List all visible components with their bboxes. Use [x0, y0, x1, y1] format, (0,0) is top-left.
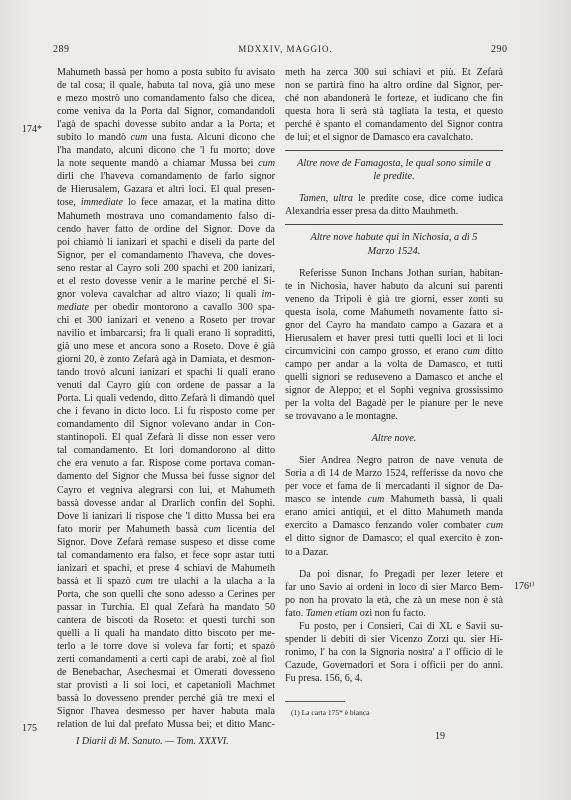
text-line: po non ha provato la età, che zà un mese non è stà: [285, 594, 503, 606]
text-line: quelli a li quali ha mandato ditto biscoto per me-: [57, 628, 275, 640]
paragraph-pregadi: [285, 568, 503, 620]
paragraph-famagosta: [285, 192, 503, 218]
text-line: el ditto signor de Damasco; el qual exercito è zon-: [285, 533, 503, 545]
footnote-rule: [285, 701, 345, 702]
right-column: [285, 66, 503, 685]
text-line: questa isola, come Mahumeth novamente fatto si-: [285, 306, 503, 318]
right-intro-text: [285, 66, 503, 144]
text-line: fato morir per Mahumeth bassà cum licentia del: [57, 523, 275, 535]
text-line: comandamento dil Signor volevano andar in Con-: [57, 419, 275, 431]
text-line: Cazude, Governadori et Sora i officii per do anni.: [285, 659, 503, 671]
text-line: Da poi disnar, fo Pregadi per lezer letere et: [299, 568, 503, 580]
text-line: come veniva da la Porta dal Signor, comandandoli: [57, 106, 275, 118]
text-line: star provisti a li soi loci, et capetanioli Machmet: [57, 680, 275, 692]
text-line: campo per andar a la volta de Damasco, et tutti: [285, 358, 503, 370]
text-line: Signor. Dove Zefarà remase suspeso et disse come: [57, 536, 275, 548]
text-line: Signor l'havea desmesso per haver habuta mala: [57, 706, 275, 718]
paragraph-nichosia: [285, 267, 503, 424]
text-line: ronimo, l' ha con la Signoria nostra' a l' officio di le: [285, 646, 503, 658]
text-line: navilio et imbarcarsi; fra li quali erano li sopraditti,: [57, 327, 275, 339]
page-number-right: 290: [491, 44, 508, 55]
text-line: subito lo mandò cum una fusta. Alcuni dicono che: [57, 132, 276, 144]
text-line: l'ha mandato, alcuni dicono che 'l fu morto; dove: [57, 145, 275, 157]
text-line: venuti dal Cayro giù con ordene de passar a la: [57, 380, 275, 392]
text-line: meth ha zerca 300 sui schiavi et più. Et Zefarà: [285, 67, 503, 78]
text-line: terlo a le torre dove si voleva far forti; et spazò: [57, 641, 275, 653]
text-line: de Hierusalem, Gazara et altri loci. El qual presen-: [57, 184, 275, 196]
text-line: Fu presa. 156, 6, 4.: [285, 672, 363, 684]
text-line: signor de Aleppo; et el Sophì vegniva grossissimo: [285, 384, 503, 396]
section-heading-nichosia: [285, 231, 503, 257]
text-line: passar in Turchia. El qual Zefarà ha mandato 50: [57, 601, 275, 613]
heading-line: Altre nove habute qui in Nichosia, a dì 5: [310, 232, 478, 244]
text-line: exercito a Damasco fenzando voler combater cum: [285, 520, 503, 532]
text-line: dirli che l'haveva comandamento de farlo signor: [57, 171, 275, 183]
margin-note-right: 176¹⁾: [514, 581, 535, 592]
text-line: Dove li ianizari li rispose che 'l ditto Mussa bei era: [57, 510, 275, 522]
text-line: tose, immediate lo fece amazar, et la matina ditto: [57, 197, 275, 209]
text-line: erano amici antiqui, et el ditto Mahumeth manda: [285, 507, 503, 519]
section-heading-famagosta: [285, 157, 503, 183]
text-line: to a Dazar.: [285, 546, 329, 558]
text-line: poi chiamò li ianizari et spachi e diseli da parte del: [57, 236, 275, 248]
margin-note-left-bottom: 175: [22, 723, 37, 734]
text-line: Signor, per el comandamento l'haveva, che doves-: [57, 249, 275, 261]
left-column: [57, 66, 275, 731]
heading-line: le predite.: [373, 171, 415, 183]
text-line: per la volta del Bagadè per le pianure per le neve: [285, 398, 503, 410]
text-line: che i fevano in dicto loco. Li fu risposto come per: [57, 406, 275, 418]
margin-note-left-top: 174*: [22, 124, 42, 135]
text-line: Mahumeth bassà per homo a posta subito fu avisato: [57, 67, 275, 78]
text-line: Mahumeth mostrava uno comandamento falso di-: [57, 210, 275, 222]
text-line: gnor del Cayro ha mandato campo a Gazara et a: [285, 319, 503, 331]
text-line: Porta. Li quali vedendo, ditto Zefarà li dimandò quel: [57, 393, 275, 405]
text-line: de tal cosa; il quale, habuta tal nova, già uno mese: [57, 80, 275, 92]
text-line: tando trovò alcuni ianizari et spachi li quali erano: [57, 367, 275, 379]
text-line: te in Nichosia, haver habuto da alcuni sui parenti: [285, 280, 503, 292]
text-line: gnor voleva cavalchar ad altro viazo; li quali im-: [57, 288, 275, 300]
text-line: bassà dovesse andar al Drarlich confin del Sophi.: [57, 497, 275, 509]
text-line: Soria a dì 14 de Marzo 1524, refferisse da novo che: [285, 468, 503, 480]
text-line: relation de lui dal prefato Mussa bei; et ditto Manc-: [57, 719, 275, 731]
text-line: mediate per obedir montorono a cavallo 300 spa-: [57, 301, 275, 313]
text-line: zerti comandamenti a certi capi de arabi, zoè al fiol: [57, 654, 275, 666]
text-line: Hierusalem et haver presi tutti quelli loci et li loci: [285, 332, 503, 344]
text-line: circumvicini con campo grosso, et erano cum ditto: [285, 345, 504, 357]
text-line: Fu posto, per i Consieri, Cai di XL e Savii su-: [299, 620, 503, 632]
text-line: Alexandria esser presa da ditto Mauhmeth.: [285, 206, 459, 218]
section-divider: [285, 224, 503, 225]
text-line: spender li debiti di sier Vicenzo Zorzi qu. sier Hi-: [285, 633, 503, 645]
text-line: l'agà de spachi dovesse subito andar a la Porta; et: [57, 119, 275, 131]
text-line: per voce et fama de li mercadanti il signor de Da-: [285, 481, 503, 493]
footer-title: I Diarii di M. Sanuto. — Tom. XXXVI.: [76, 736, 229, 747]
running-header: MDXXIV, MAGGIO.: [238, 44, 333, 54]
text-line: cendo haver fatto de ordine del Signor. Dove da: [57, 223, 275, 235]
text-line: veneno da Tripoli è già tre giorni, esser zonti su: [285, 293, 503, 305]
text-line: se trovavano a le montagne.: [285, 411, 398, 423]
footnote: (1) La carta 175* è bianca: [291, 708, 370, 717]
text-line: Porta, che son quelli che sono adesso a Cerines per: [57, 588, 275, 600]
text-line: de lui; et el signor de Damasco era cavalchato.: [285, 132, 474, 144]
paragraph-negro: [285, 454, 503, 558]
text-line: bassà et li spazò cum tre ulachi a la ulacha a la: [57, 575, 275, 587]
heading-line: Altre nove de Famagosta, le qual sono simile a: [297, 158, 491, 170]
text-line: Tamen, ultra le predite cose, dice come iudica: [299, 193, 504, 205]
text-line: de Benebachar, Asechesmai et Omerati dovesseno: [57, 667, 275, 679]
text-line: masco se intende cum Mahumeth bassà, li quali: [285, 494, 503, 506]
text-line: Referisse Sunon Inchans Jothan surian, habitan-: [299, 267, 503, 279]
text-line: questa hora li serà stà tagliata la testa, et questo: [285, 106, 503, 118]
text-line: et el resto dovesse venir a le marine perché el Si-: [57, 275, 275, 287]
text-line: la note sequente mandò a chiamar Mussa bei cum: [57, 158, 275, 170]
text-line: cantera de biscoti da Roseto: et questi turchi son: [57, 614, 275, 626]
text-line: stantinopoli. El qual Zefarà li disse non esser vero: [57, 432, 275, 444]
text-line: giorni 20, è zonto Zefarà agà in Damiata, et desmon-: [57, 354, 275, 366]
text-line: e mezo mostrò uno comandamento falso che dicea,: [57, 93, 275, 105]
text-line: bassà lo dovesseno prender perché già tre mexi el: [57, 693, 275, 705]
text-line: ché non abandonerà le forteze, et iudicano che fin: [285, 93, 503, 105]
text-line: chi et 300 ianizari et veneno a Roseto per trovar: [57, 314, 275, 326]
text-line: perché è spanto el comandamento del Signor contra: [285, 119, 503, 131]
footer-signature: 19: [435, 731, 445, 742]
text-line: tal comandamento era falso, et fece sopr astar tutti: [57, 549, 275, 561]
section-heading-altre-nove: Altre nove.: [371, 433, 417, 445]
section-divider: [285, 150, 503, 151]
heading-line: Marzo 1524.: [367, 245, 421, 257]
text-line: tal comandamento. Et lori domandorono al ditto: [57, 445, 275, 457]
text-line: già uno mese et ancora sono a Roseto. Dove è già: [57, 340, 275, 352]
text-line: ianizari et spachi, et prese 4 schiavi de Mahumeth: [57, 562, 275, 574]
text-line: che era venuto a far. Rispose come portava coman-: [57, 458, 275, 470]
text-line: Cayro et vegniva alegrarsi con lui, et Mahumeth: [57, 484, 275, 496]
text-line: fato. Tamen etiam ozi non fu facto.: [285, 607, 426, 619]
paragraph-consieri: [285, 620, 503, 685]
text-line: damento del Signor che Mussa bei fusse signor del: [57, 471, 275, 483]
page-number-left: 289: [53, 44, 70, 55]
text-line: far uno Savio ai ordeni in loco di sier Marco Bem-: [285, 581, 503, 593]
text-line: quelli signori se reduseveno a Damasco et anche el: [285, 371, 503, 383]
text-line: Sier Andrea Negro patron de nave venuta de: [299, 455, 503, 467]
text-line: seno restar al Cayro soli 200 spachi et 200 ianizari,: [57, 262, 275, 274]
text-line: non se partirà fino ha altro ordine dal Signor, per-: [285, 80, 503, 92]
